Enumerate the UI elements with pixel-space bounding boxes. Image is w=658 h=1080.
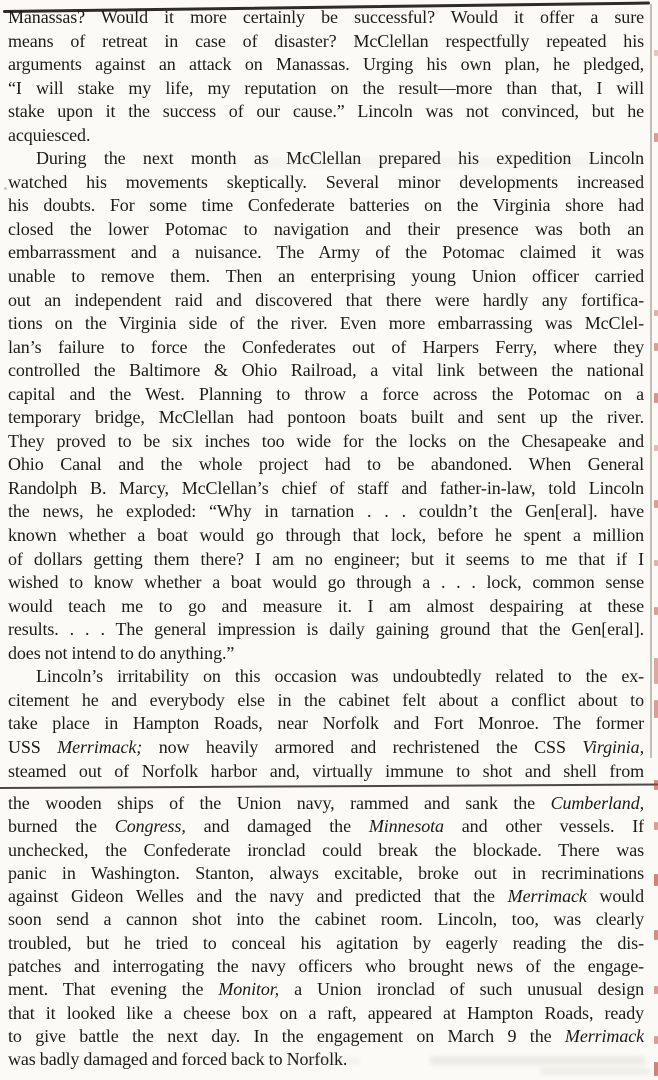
text-line: unable to remove them. Then an enterprising young Union officer carried [8,266,644,287]
text-line: soon send a cannon shot into the cabinet room. Lincoln, too, was clearly [8,909,644,930]
text-line: “I will stake my life, my reputation on the result—more than that, I will [8,77,644,98]
text-line: watched his movements skeptically. Several minor developments increased [8,171,644,192]
text-line: Manassas? Would it more certainly be successful? Would it offer a sure [8,7,644,27]
text-line: closed the lower Potomac to navigation and their presence was both an [8,218,644,239]
red-edge-mark [654,874,658,886]
text-line: Randolph B. Marcy, McClellan’s chief of staff and father-in-law, told Lincoln [8,477,644,498]
red-edge-mark [654,310,658,316]
red-edge-mark [654,133,658,142]
red-edge-mark [654,393,658,403]
ghost-text-smudge [430,1056,645,1065]
text-line: out an independent raid and discovered that there were hardly any fortifica- [8,289,644,310]
text-line: citement he and everybody else in the cabinet felt about a conflict about to [8,689,644,710]
red-edge-mark [654,658,658,684]
text-line: of dollars getting them there? I am no engineer; but it seems to me that if I [8,548,644,569]
text-line: During the next month as McClellan prepared his expedition Lincoln [36,148,644,169]
text-line: temporary bridge, McClellan had pontoon boats built and sent up the river. [8,407,644,428]
ghost-text-smudge [540,1068,650,1075]
text-line: patches and interrogating the navy officers who brought news of the engage- [8,956,644,977]
red-edge-mark [654,445,658,451]
page-edge-line [650,4,652,758]
text-line: Ohio Canal and the whole project had to be abandoned. When General [8,454,644,475]
lower-text-block [8,792,644,1072]
text-line: lan’s failure to force the Confederates out of Harpers Ferry, where they [8,336,644,357]
text-line: USS Merrimack; now heavily armored and rechristened the CSS Virginia, [8,736,644,757]
text-line: to give battle the next day. In the engagement on March 9 the Merrimack [8,1025,644,1046]
red-edge-mark [654,822,658,830]
red-edge-mark [654,1036,658,1044]
scan-speck [4,187,7,190]
text-line: results. . . . The general impression is daily gaining ground that the Gen[eral]. [8,619,644,640]
text-line: known whether a boat would go through that lock, before he spent a million [8,525,644,546]
text-line: take place in Hampton Roads, near Norfolk and Fort Monroe. The former [8,713,644,734]
text-line: would teach me to go and measure it. I am almost despairing at these [8,595,644,616]
text-line: They proved to be six inches too wide for the locks on the Chesapeake and [8,430,644,451]
text-line: means of retreat in case of disaster? McClellan respectfully repeated his [8,30,644,51]
text-line: burned the Congress, and damaged the Minnesota and other vessels. If [8,816,644,837]
text-line: against Gideon Welles and the navy and predicted that the Merrimack would [8,886,644,907]
red-edge-mark [654,50,658,56]
text-line: unchecked, the Confederate ironclad could break the blockade. There was [8,839,644,860]
text-line: steamed out of Norfolk harbor and, virtually immune to shot and shell from [8,760,644,781]
upper-text-block [8,6,644,783]
ghost-text-smudge [260,158,640,168]
red-edge-mark [654,986,658,994]
scan-segment-divider-rule [0,784,658,789]
red-edge-mark [654,343,658,351]
text-line: that it looked like a cheese box on a raft, appeared at Hampton Roads, ready [8,1002,644,1023]
text-line: the news, he exploded: “Why in tarnation . . . couldn’t the Gen[eral]. have [8,501,644,522]
scan-speck [575,40,577,42]
red-edge-mark [654,607,658,615]
text-line: arguments against an attack on Manassas. Urging his own plan, he pledged, [8,54,644,75]
text-line: Lincoln’s irritability on this occasion was undoubtedly related to the ex- [36,666,644,687]
text-line: capital and the West. Planning to throw a force across the Potomac on a [8,383,644,404]
text-line: panic in Washington. Stanton, always excitable, broke out in recriminations [8,862,644,883]
red-edge-mark [654,930,658,940]
text-line: stake upon it the success of our cause.” Lincoln was not convinced, but he [8,101,644,122]
red-edge-mark [654,1062,658,1076]
red-edge-mark [654,700,658,718]
scan-speck [630,352,632,354]
ghost-text-smudge [300,1058,360,1064]
red-edge-mark [654,780,658,790]
text-line: controlled the Baltimore & Ohio Railroad, a vital link between the national [8,360,644,381]
text-line: does not intend to do anything.” [8,642,235,663]
text-line: embarrassment and a nuisance. The Army of the Potomac claimed it was [8,242,644,263]
text-line: the wooden ships of the Union navy, rammed and sank the Cumberland, [8,793,644,813]
red-edge-mark [654,500,658,508]
text-line: acquiesced. [8,124,91,145]
text-line: tions on the Virginia side of the river. Even more embarrassing was McClel- [8,313,644,334]
text-line: was badly damaged and forced back to Norfolk. [8,1049,348,1070]
text-line: his doubts. For some time Confederate batteries on the Virginia shore had [8,195,644,216]
scan-speck [12,960,14,962]
text-line: troubled, but he tried to conceal his agitation by eagerly reading the dis- [8,932,644,953]
text-line: ment. That evening the Monitor, a Union ironclad of such unusual design [8,979,644,1000]
red-edge-mark [654,560,658,566]
text-line: wished to know whether a boat would go through a . . . lock, common sense [8,572,644,593]
